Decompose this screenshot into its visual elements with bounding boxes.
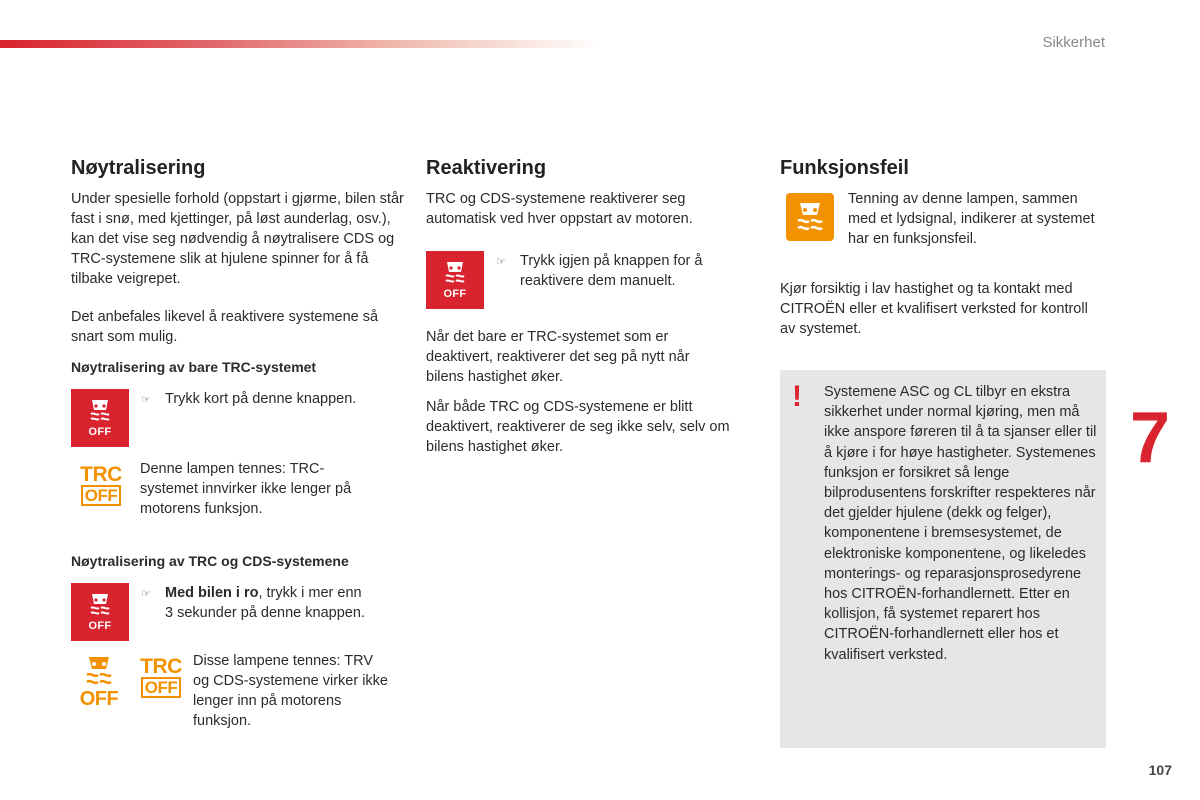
malfunction-lamp-text: Tenning av denne lampen, sammen med et lydsignal, indikerer at systemet har en funksjonsfeil. [848, 191, 1095, 247]
heading-neutralisation: Nøytralisering [71, 157, 206, 179]
pointing-hand-icon: ☞ [496, 256, 506, 268]
trc-bullet: ☞ Trykk kort på denne knappen. [141, 389, 356, 410]
pointing-hand-icon: ☞ [141, 394, 151, 406]
exclamation-icon: ! [792, 380, 802, 413]
reactivation-intro: TRC og CDS-systemene reaktiverer seg automatisk ved hver oppstart av motoren. [426, 191, 693, 227]
heading-reactivation: Reaktivering [426, 157, 547, 179]
trc-off-warning-icon: TRC OFF [140, 655, 182, 697]
subheading-trc-only: Nøytralisering av bare TRC-systemet [71, 359, 317, 375]
chapter-number: 7 [1130, 398, 1171, 478]
subheading-trc-cds: Nøytralisering av TRC og CDS-systemene [71, 553, 349, 569]
trc-lamp-row [71, 459, 406, 519]
reactivation-para-1: Når det bare er TRC-systemet som er deaktivert, reaktiverer det seg på nytt når bilens hastighet øker. [426, 329, 690, 385]
column-malfunction [780, 155, 1110, 339]
esp-off-button-icon: OFF [426, 251, 484, 309]
cds-malfunction-warning-icon [786, 193, 834, 241]
reactivate-bullet: ☞ Trykk igjen på knappen for å reaktivere dem manuelt. [496, 253, 703, 289]
trc-cds-lamp-row [71, 651, 406, 731]
malfunction-advice: Kjør forsiktig i lav hastighet og ta kontakt med CITROËN eller et kvalifisert verksted for kontroll av systemet. [780, 281, 1088, 337]
esp-off-button-icon: OFF [71, 583, 129, 641]
pointing-hand-icon: ☞ [141, 588, 151, 600]
trc-lamp-text: Denne lampen tennes: TRC-systemet innvirker ikke lenger på motorens funksjon. [140, 461, 352, 517]
reactivation-para-2: Når både TRC og CDS-systemene er blitt deaktivert, reaktiverer de seg ikke selv, selv om bilens hastighet øker. [426, 399, 730, 455]
trc-off-warning-icon: TRC OFF [80, 463, 122, 505]
recommend-paragraph: Det anbefales likevel å reaktivere systemene så snart som mulig. [71, 309, 379, 345]
column-neutralisation [71, 155, 406, 731]
page-number: 107 [1148, 762, 1172, 778]
reactivate-button-row [426, 251, 761, 309]
intro-paragraph: Under spesielle forhold (oppstart i gjørme, bilen står fast i snø, med kjettinger, på løst aunderlag, osv.), kan det vise seg nødvendig å nøytralisere CDS og TRC-systemene slik at hjulene spinner for å få tilbake veigrepet. [71, 191, 404, 287]
malfunction-lamp-row [780, 189, 1110, 249]
trc-cds-bullet: ☞ Med bilen i ro, trykk i mer enn 3 sekunder på denne knappen. [141, 585, 365, 621]
esp-off-button-icon: OFF [71, 389, 129, 447]
section-title: Sikkerhet [1042, 34, 1105, 51]
trc-cds-button-row [71, 583, 406, 641]
trc-button-row [71, 389, 406, 447]
header-gradient-bar [0, 40, 600, 48]
trc-cds-lamp-text: Disse lampene tennes: TRV og CDS-systemene virker ikke lenger inn på motorens funksjon. [193, 653, 388, 729]
warning-text: Systemene ASC og CL tilbyr en ekstra sikkerhet under normal kjøring, men må ikke anspore føreren til å ta sjanser eller til å kjøre i for høye hastigheter. Systemenes funksjon er forsikret så lenge bilprodusentens forskrifter respekteres når det gjelder hjulene (dekk og felger), komponentene i bremsesystemet, de elektroniske komponentene, og likeledes monterings- og reparasjonsprosedyrene hos CITROËN-forhandlernett. Etter en kollisjon, få systemet reparert hos CITROËN-forhandlernett eller hos et kvalifisert verksted. [824, 384, 1097, 663]
heading-malfunction: Funksjonsfeil [780, 157, 909, 179]
cds-off-warning-icon: OFF [77, 655, 121, 708]
warning-box [780, 370, 1106, 748]
column-reactivation [426, 155, 761, 457]
